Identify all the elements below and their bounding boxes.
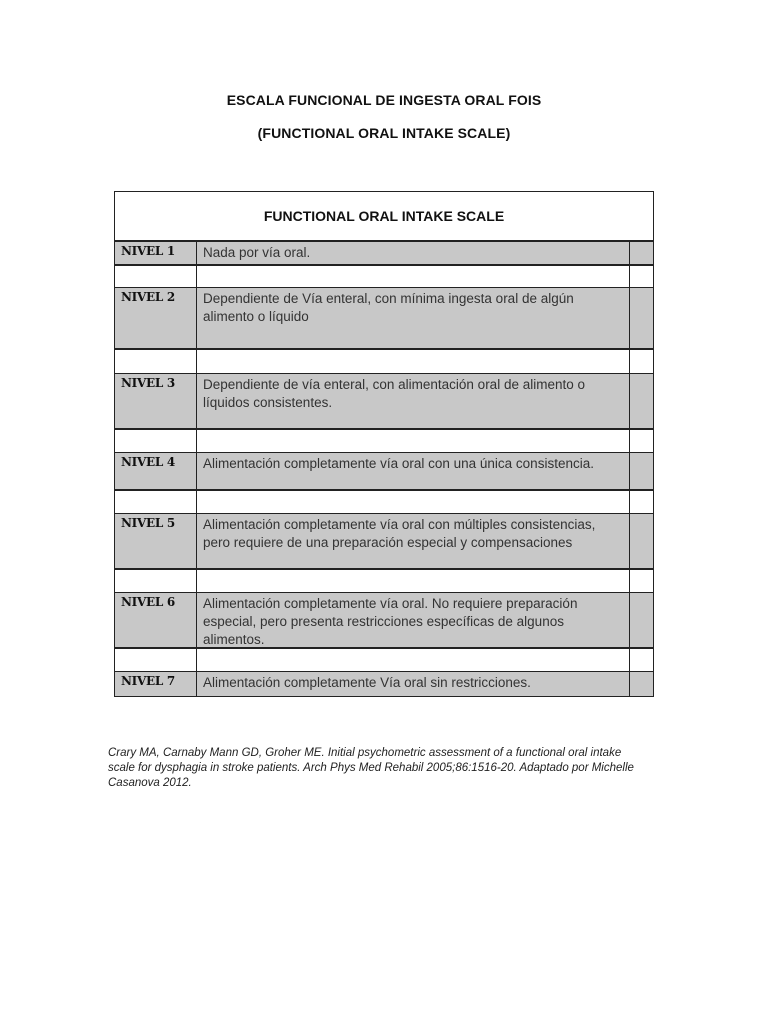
level-description: Dependiente de Vía enteral, con mínima ingesta oral de algún alimento o líquido: [197, 288, 630, 348]
table-row-level-7: [115, 672, 653, 696]
level-label: NIVEL 1: [115, 242, 197, 264]
level-description: Alimentación completamente vía oral con múltiples consistencias, pero requiere de una preparación especial y compensaciones: [197, 514, 630, 568]
table-row-spacer: [115, 430, 653, 453]
fois-table: [114, 191, 654, 697]
check-cell: [630, 672, 653, 696]
level-description: Alimentación completamente Vía oral sin restricciones.: [197, 672, 630, 696]
level-label: NIVEL 2: [115, 288, 197, 348]
table-row-spacer: [115, 491, 653, 514]
check-cell: [630, 453, 653, 489]
table-row-level-3: [115, 374, 653, 430]
check-cell: [630, 242, 653, 264]
level-description: Alimentación completamente vía oral con una única consistencia.: [197, 453, 630, 489]
level-description: Nada por vía oral.: [197, 242, 630, 264]
table-row-level-6: [115, 593, 653, 649]
table-row-spacer: [115, 649, 653, 672]
table-row-spacer: [115, 266, 653, 288]
citation: Crary MA, Carnaby Mann GD, Groher ME. Initial psychometric assessment of a functional oral intake scale for dysphagia in stroke patients. Arch Phys Med Rehabil 2005;86:1516-20. Adaptado por Michelle Casanova 2012.: [108, 747, 634, 789]
table-row-level-5: [115, 514, 653, 570]
level-label: NIVEL 5: [115, 514, 197, 568]
document-title: ESCALA FUNCIONAL DE INGESTA ORAL FOIS: [226, 92, 542, 108]
check-cell: [630, 374, 653, 428]
document-subtitle: (FUNCTIONAL ORAL INTAKE SCALE): [257, 125, 511, 141]
table-header: FUNCTIONAL ORAL INTAKE SCALE: [115, 192, 653, 242]
level-label: NIVEL 4: [115, 453, 197, 489]
table-row-spacer: [115, 350, 653, 374]
level-label: NIVEL 7: [115, 672, 197, 696]
level-description: Dependiente de vía enteral, con alimentación oral de alimento o líquidos consistentes.: [197, 374, 630, 428]
table-row-level-4: [115, 453, 653, 491]
level-description: Alimentación completamente vía oral. No requiere preparación especial, pero presenta restricciones específicas de algunos alimentos.: [197, 593, 630, 647]
check-cell: [630, 593, 653, 647]
check-cell: [630, 288, 653, 348]
level-label: NIVEL 3: [115, 374, 197, 428]
table-row-level-2: [115, 288, 653, 350]
table-row-level-1: [115, 242, 653, 266]
table-row-spacer: [115, 570, 653, 593]
level-label: NIVEL 6: [115, 593, 197, 647]
check-cell: [630, 514, 653, 568]
